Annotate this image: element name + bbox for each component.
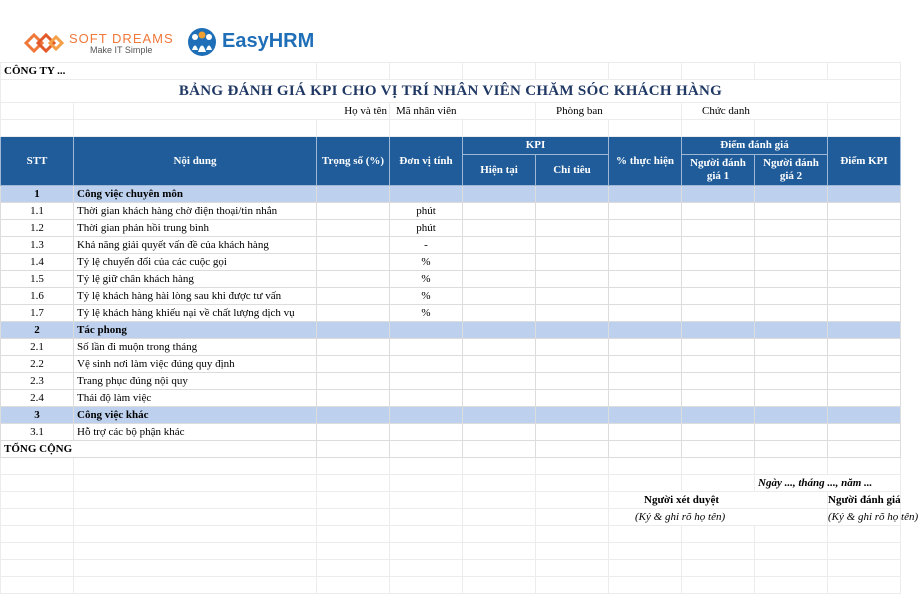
section-stt: 3 [1, 407, 74, 424]
row-stt: 1.7 [1, 305, 74, 322]
row-unit: % [390, 271, 463, 288]
empty-cell [536, 424, 609, 441]
row-weight [317, 237, 390, 254]
section-row [1, 407, 901, 424]
row-weight [317, 220, 390, 237]
empty-cell [682, 237, 755, 254]
header-unit: Đơn vị tính [390, 137, 463, 186]
row-unit: phút [390, 203, 463, 220]
empty-cell [828, 288, 901, 305]
empty-cell [828, 424, 901, 441]
empty-cell [755, 186, 828, 203]
empty-cell [682, 254, 755, 271]
row-unit: % [390, 288, 463, 305]
easyhrm-name: EasyHRM [222, 30, 315, 52]
empty-cell [536, 203, 609, 220]
empty-cell [536, 339, 609, 356]
approver-sign-note: (Ký & ghi rõ họ tên) [609, 509, 828, 526]
empty-cell [390, 407, 463, 424]
empty-cell [463, 203, 536, 220]
empty-cell [536, 390, 609, 407]
logo-bar [0, 0, 900, 62]
empty-cell [390, 441, 463, 458]
row-stt: 2.2 [1, 356, 74, 373]
row-stt: 1.1 [1, 203, 74, 220]
section-stt: 1 [1, 186, 74, 203]
row-unit: % [390, 305, 463, 322]
row-stt: 1.4 [1, 254, 74, 271]
table-header-row [1, 137, 901, 155]
empty-cell [390, 322, 463, 339]
empty-cell [463, 254, 536, 271]
empty-cell [682, 356, 755, 373]
empty-cell [755, 288, 828, 305]
row-unit [390, 356, 463, 373]
header-stt: STT [1, 137, 74, 186]
empty-cell [755, 237, 828, 254]
empty-cell [536, 288, 609, 305]
empty-cell [463, 407, 536, 424]
header-percent-done: % thực hiện [609, 137, 682, 186]
empty-cell [609, 339, 682, 356]
table-row [1, 271, 901, 288]
header-kpi-score: Điểm KPI [828, 137, 901, 186]
row-unit: - [390, 237, 463, 254]
info-position-label: Chức danh [682, 103, 828, 120]
empty-cell [463, 390, 536, 407]
empty-cell [536, 356, 609, 373]
empty-cell [828, 407, 901, 424]
empty-cell [755, 203, 828, 220]
empty-cell [609, 271, 682, 288]
header-score: Điểm đánh giá [682, 137, 828, 155]
empty-cell [317, 441, 390, 458]
empty-cell [609, 390, 682, 407]
empty-cell [755, 407, 828, 424]
table-row [1, 288, 901, 305]
empty-cell [536, 322, 609, 339]
section-row [1, 186, 901, 203]
assessor-sign-note: (Ký & ghi rõ họ tên) [828, 509, 901, 526]
table-row [1, 373, 901, 390]
row-content: Thời gian phản hồi trung bình [74, 220, 317, 237]
row-unit: % [390, 254, 463, 271]
empty-cell [317, 186, 390, 203]
row-stt: 1.2 [1, 220, 74, 237]
empty-cell [682, 220, 755, 237]
page-title: BẢNG ĐÁNH GIÁ KPI CHO VỊ TRÍ NHÂN VIÊN CHĂM SÓC KHÁCH HÀNG [1, 80, 901, 103]
row-weight [317, 339, 390, 356]
empty-cell [463, 424, 536, 441]
company-name: CÔNG TY ... [1, 63, 317, 80]
empty-cell [609, 237, 682, 254]
empty-cell [682, 305, 755, 322]
empty-cell [609, 322, 682, 339]
empty-cell [609, 424, 682, 441]
empty-cell [755, 339, 828, 356]
empty-cell [682, 441, 755, 458]
row-weight [317, 356, 390, 373]
empty-cell [463, 220, 536, 237]
row-weight [317, 288, 390, 305]
empty-cell [536, 186, 609, 203]
row-stt: 3.1 [1, 424, 74, 441]
empty-cell [755, 254, 828, 271]
section-title: Công việc khác [74, 407, 317, 424]
empty-cell [828, 271, 901, 288]
empty-cell [463, 271, 536, 288]
empty-cell [536, 441, 609, 458]
empty-cell [609, 441, 682, 458]
section-title: Tác phong [74, 322, 317, 339]
row-unit: phút [390, 220, 463, 237]
table-row [1, 390, 901, 407]
empty-cell [609, 186, 682, 203]
empty-cell [463, 373, 536, 390]
empty-cell [828, 305, 901, 322]
row-stt: 1.5 [1, 271, 74, 288]
kpi-table [0, 62, 918, 594]
table-row [1, 424, 901, 441]
empty-cell [828, 390, 901, 407]
empty-cell [828, 203, 901, 220]
empty-cell [609, 288, 682, 305]
softdreams-logo-icon [22, 28, 66, 58]
row-weight [317, 254, 390, 271]
empty-cell [755, 322, 828, 339]
softdreams-tagline: Make IT Simple [90, 45, 153, 55]
empty-cell [682, 203, 755, 220]
table-row [1, 237, 901, 254]
empty-cell [682, 424, 755, 441]
row-stt: 2.4 [1, 390, 74, 407]
row-stt: 2.1 [1, 339, 74, 356]
header-kpi: KPI [463, 137, 609, 155]
empty-cell [755, 390, 828, 407]
table-row [1, 220, 901, 237]
row-weight [317, 305, 390, 322]
empty-cell [463, 288, 536, 305]
empty-cell [463, 441, 536, 458]
header-weight: Trọng số (%) [317, 137, 390, 186]
empty-cell [828, 186, 901, 203]
empty-cell [828, 373, 901, 390]
row-content: Khả năng giải quyết vấn đề của khách hàng [74, 237, 317, 254]
info-fullname-label: Họ và tên [74, 103, 390, 120]
row-weight [317, 271, 390, 288]
empty-cell [609, 407, 682, 424]
total-label: TỔNG CỘNG [1, 441, 317, 458]
table-row [1, 254, 901, 271]
assessor-label: Người đánh giá [828, 492, 901, 509]
row-content: Trang phục đúng nội quy [74, 373, 317, 390]
empty-cell [536, 237, 609, 254]
empty-cell [828, 322, 901, 339]
empty-cell [682, 271, 755, 288]
info-employee-id-label: Mã nhân viên [390, 103, 536, 120]
empty-cell [755, 305, 828, 322]
empty-cell [609, 356, 682, 373]
empty-cell [682, 407, 755, 424]
empty-cell [463, 237, 536, 254]
empty-cell [463, 322, 536, 339]
header-content: Nội dung [74, 137, 317, 186]
softdreams-name: SOFT DREAMS [69, 31, 174, 46]
empty-cell [828, 339, 901, 356]
date-line: Ngày ..., tháng ..., năm ... [755, 475, 901, 492]
empty-cell [463, 339, 536, 356]
empty-cell [682, 390, 755, 407]
row-weight [317, 424, 390, 441]
row-content: Vệ sinh nơi làm việc đúng quy định [74, 356, 317, 373]
section-row [1, 322, 901, 339]
empty-cell [390, 186, 463, 203]
empty-cell [828, 237, 901, 254]
table-row [1, 356, 901, 373]
empty-cell [463, 356, 536, 373]
empty-cell [755, 373, 828, 390]
empty-cell [609, 254, 682, 271]
easyhrm-logo-icon [184, 26, 220, 58]
empty-cell [609, 220, 682, 237]
header-assessor-2: Người đánh giá 2 [755, 155, 828, 186]
section-stt: 2 [1, 322, 74, 339]
empty-cell [828, 220, 901, 237]
row-stt: 2.3 [1, 373, 74, 390]
empty-cell [317, 407, 390, 424]
empty-cell [536, 254, 609, 271]
section-title: Công việc chuyên môn [74, 186, 317, 203]
empty-cell [755, 271, 828, 288]
table-row [1, 339, 901, 356]
empty-cell [609, 305, 682, 322]
empty-cell [682, 288, 755, 305]
row-weight [317, 373, 390, 390]
header-assessor-1: Người đánh giá 1 [682, 155, 755, 186]
empty-cell [682, 373, 755, 390]
empty-cell [609, 203, 682, 220]
info-row [1, 103, 901, 120]
row-stt: 1.6 [1, 288, 74, 305]
row-unit [390, 390, 463, 407]
row-content: Tỷ lệ giữ chân khách hàng [74, 271, 317, 288]
empty-cell [755, 424, 828, 441]
row-content: Tỷ lệ khách hàng hài lòng sau khi được tư vấn [74, 288, 317, 305]
info-department-label: Phòng ban [536, 103, 682, 120]
empty-cell [536, 305, 609, 322]
empty-cell [755, 356, 828, 373]
row-content: Số lần đi muộn trong tháng [74, 339, 317, 356]
row-unit [390, 339, 463, 356]
total-row [1, 441, 901, 458]
row-weight [317, 390, 390, 407]
empty-cell [536, 271, 609, 288]
empty-cell [463, 305, 536, 322]
empty-cell [755, 220, 828, 237]
empty-cell [828, 356, 901, 373]
row-content: Tỷ lệ khách hàng khiếu nại về chất lượng dịch vụ [74, 305, 317, 322]
approver-label: Người xét duyệt [609, 492, 828, 509]
table-row [1, 203, 901, 220]
row-content: Thái độ làm việc [74, 390, 317, 407]
row-content: Tỷ lệ chuyển đổi của các cuộc gọi [74, 254, 317, 271]
row-unit [390, 424, 463, 441]
row-content: Hỗ trợ các bộ phận khác [74, 424, 317, 441]
empty-cell [682, 186, 755, 203]
row-weight [317, 203, 390, 220]
empty-cell [536, 407, 609, 424]
empty-cell [755, 441, 828, 458]
empty-cell [828, 441, 901, 458]
empty-cell [317, 322, 390, 339]
empty-cell [682, 339, 755, 356]
table-row [1, 305, 901, 322]
empty-cell [609, 373, 682, 390]
empty-cell [828, 254, 901, 271]
header-kpi-current: Hiện tại [463, 155, 536, 186]
empty-cell [463, 186, 536, 203]
empty-cell [536, 373, 609, 390]
empty-cell [536, 220, 609, 237]
row-unit [390, 373, 463, 390]
empty-cell [682, 322, 755, 339]
header-kpi-target: Chỉ tiêu [536, 155, 609, 186]
row-stt: 1.3 [1, 237, 74, 254]
row-content: Thời gian khách hàng chờ điện thoại/tin nhắn [74, 203, 317, 220]
